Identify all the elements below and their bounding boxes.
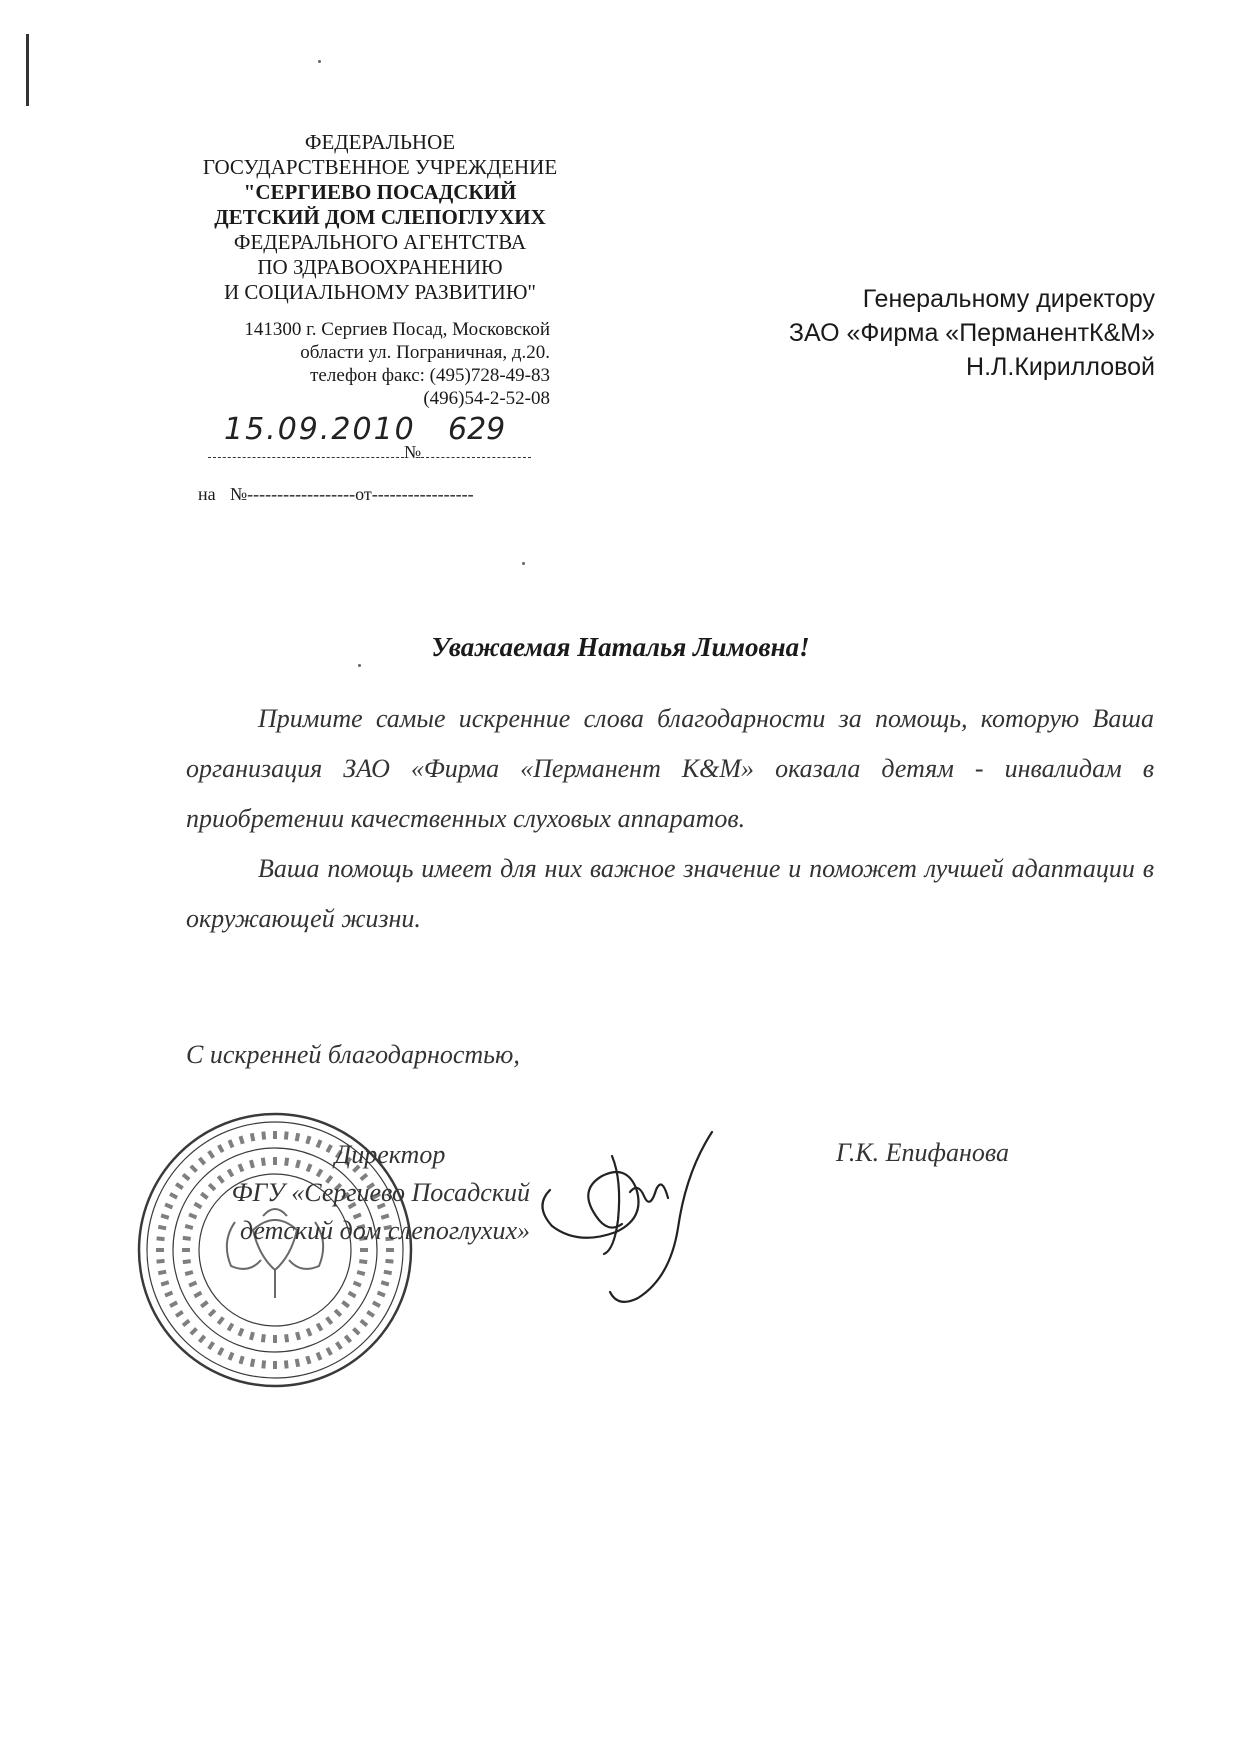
- stamp-lettering-mark: [352, 1327, 360, 1335]
- stamp-lettering-mark: [261, 1334, 266, 1342]
- stamp-lettering-mark: [344, 1335, 352, 1344]
- stamp-lettering-mark: [316, 1323, 323, 1332]
- stamp-lettering-mark: [188, 1281, 197, 1288]
- letter-paragraph: Примите самые искренние слова благодарности за помощь, которую Ваша организация ЗАО «Фирма «Перманент К&М» оказала детям - инвалидам в приобретении качественных слуховых аппаратов.: [186, 704, 1154, 833]
- stamp-lettering-mark: [295, 1358, 300, 1367]
- stamp-lettering-mark: [156, 1236, 164, 1241]
- stamp-lettering-mark: [273, 1335, 277, 1343]
- stamp-lettering-mark: [334, 1309, 342, 1317]
- stamp-lettering-mark: [182, 1248, 190, 1252]
- handwritten-date: 15.09.2010: [224, 412, 416, 447]
- stamp-lettering-mark: [383, 1270, 392, 1275]
- stamp-lettering-mark: [198, 1335, 206, 1344]
- sender-line: ПО ЗДРАВООХРАНЕНИЮ: [257, 255, 503, 279]
- scan-speck: [318, 60, 321, 63]
- stamp-lettering-mark: [169, 1301, 178, 1308]
- stamp-lettering-mark: [208, 1309, 216, 1317]
- address-line: 141300 г. Сергиев Посад, Московской: [244, 319, 550, 340]
- signatory-title-line: ФГУ «Сергиево Посадский: [231, 1178, 530, 1207]
- number-blank: [421, 457, 531, 458]
- stamp-lettering-mark: [169, 1192, 178, 1199]
- stamp-lettering-mark: [227, 1323, 234, 1332]
- phone-line: телефон факс: (495)728-49-83: [310, 365, 550, 386]
- stamp-lettering-mark: [161, 1280, 170, 1286]
- stamp-lettering-mark: [182, 1319, 191, 1327]
- stamp-lettering-mark: [359, 1259, 367, 1264]
- letter-closing: С искренней благодарностью,: [186, 1040, 520, 1069]
- stamp-lettering-mark: [250, 1358, 255, 1367]
- handwritten-signature: [530, 1120, 730, 1340]
- stamp-lettering-mark: [273, 1361, 277, 1369]
- stamp-lettering-mark: [239, 1356, 245, 1365]
- sender-org-name: "СЕРГИЕВО ПОСАДСКИЙ: [243, 180, 517, 204]
- stamp-lettering-mark: [366, 1310, 375, 1318]
- recipient-line: Н.Л.Кирилловой: [966, 353, 1155, 381]
- sender-letterhead: [170, 130, 590, 305]
- stamp-lettering-mark: [249, 1332, 255, 1341]
- reference-prefix: на: [198, 484, 216, 504]
- stamp-lettering-mark: [164, 1291, 173, 1298]
- stamp-lettering-mark: [200, 1300, 209, 1308]
- sender-line: ГОСУДАРСТВЕННОЕ УЧРЕЖДЕНИЕ: [202, 155, 558, 179]
- stamp-lettering-mark: [295, 1332, 301, 1341]
- letter-body: [186, 694, 1154, 944]
- stamp-lettering-mark: [158, 1225, 167, 1230]
- stamp-lettering-mark: [156, 1248, 164, 1252]
- stamp-lettering-mark: [385, 1259, 393, 1264]
- stamp-lettering-mark: [284, 1360, 289, 1368]
- stamp-lettering-mark: [185, 1270, 194, 1276]
- sender-org-name: ДЕТСКИЙ ДОМ СЛЕПОГЛУХИХ: [214, 205, 546, 229]
- stamp-lettering-mark: [189, 1327, 197, 1335]
- signatory-title: [190, 1136, 530, 1250]
- stamp-lettering-mark: [207, 1341, 215, 1350]
- stamp-lettering-mark: [228, 1352, 235, 1361]
- registration-line: [208, 442, 538, 463]
- sender-line: ФЕДЕРАЛЬНОГО АГЕНТСТВА: [233, 230, 527, 254]
- stamp-lettering-mark: [357, 1270, 366, 1276]
- sender-line: ФЕДЕРАЛЬНОЕ: [304, 130, 456, 154]
- address-line: области ул. Пограничная, д.20.: [300, 342, 550, 363]
- stamp-lettering-mark: [217, 1347, 224, 1356]
- stamp-lettering-mark: [158, 1270, 167, 1275]
- sender-address: [190, 318, 550, 410]
- stamp-lettering-mark: [183, 1259, 191, 1264]
- signatory-title-line: Директор: [334, 1140, 446, 1169]
- handwritten-number: 629: [448, 412, 506, 447]
- stamp-lettering-mark: [341, 1300, 350, 1308]
- stamp-lettering-mark: [284, 1334, 289, 1342]
- stamp-lettering-mark: [353, 1281, 362, 1288]
- scan-speck: [358, 664, 361, 667]
- letter-paragraph: Ваша помощь имеет для них важное значение и поможет лучшей адаптации в окружающей жизни.: [186, 854, 1154, 933]
- stamp-lettering-mark: [305, 1356, 311, 1365]
- signatory-title-line: детский дом слепоглухих»: [239, 1216, 530, 1245]
- stamp-lettering-mark: [360, 1319, 369, 1327]
- stamp-lettering-mark: [193, 1291, 202, 1298]
- scan-speck: [522, 562, 525, 565]
- phone-line: (496)54-2-52-08: [423, 388, 550, 409]
- stamp-lettering-mark: [381, 1280, 390, 1286]
- stamp-lettering-mark: [238, 1328, 245, 1337]
- stamp-lettering-mark: [372, 1301, 381, 1308]
- stamp-lettering-mark: [306, 1328, 313, 1337]
- recipient-line: ЗАО «Фирма «ПерманентК&М»: [788, 319, 1155, 347]
- stamp-lettering-mark: [261, 1360, 266, 1368]
- recipient-line: Генеральному директору: [862, 285, 1155, 313]
- sender-line: И СОЦИАЛЬНОМУ РАЗВИТИЮ": [224, 280, 536, 304]
- signatory-name: Г.К. Епифанова: [836, 1138, 1009, 1167]
- stamp-lettering-mark: [175, 1310, 184, 1318]
- reference-line: №------------------от-----------------: [230, 484, 474, 504]
- recipient-block: [789, 282, 1155, 384]
- stamp-lettering-mark: [156, 1259, 164, 1264]
- letter-greeting: Уважаемая Наталья Лимовна!: [431, 632, 810, 662]
- stamp-lettering-mark: [164, 1203, 173, 1210]
- stamp-lettering-mark: [161, 1214, 170, 1220]
- stamp-lettering-mark: [326, 1347, 333, 1356]
- stamp-lettering-mark: [348, 1291, 357, 1298]
- stamp-lettering-mark: [325, 1316, 333, 1325]
- stamp-lettering-mark: [175, 1182, 184, 1190]
- stamp-lettering-mark: [377, 1291, 386, 1298]
- stamp-lettering-mark: [335, 1341, 343, 1350]
- stamp-lettering-mark: [217, 1316, 225, 1325]
- number-label: №: [404, 442, 422, 462]
- date-blank: [208, 457, 404, 458]
- scan-edge-mark: [26, 34, 29, 106]
- stamp-lettering-mark: [316, 1352, 323, 1361]
